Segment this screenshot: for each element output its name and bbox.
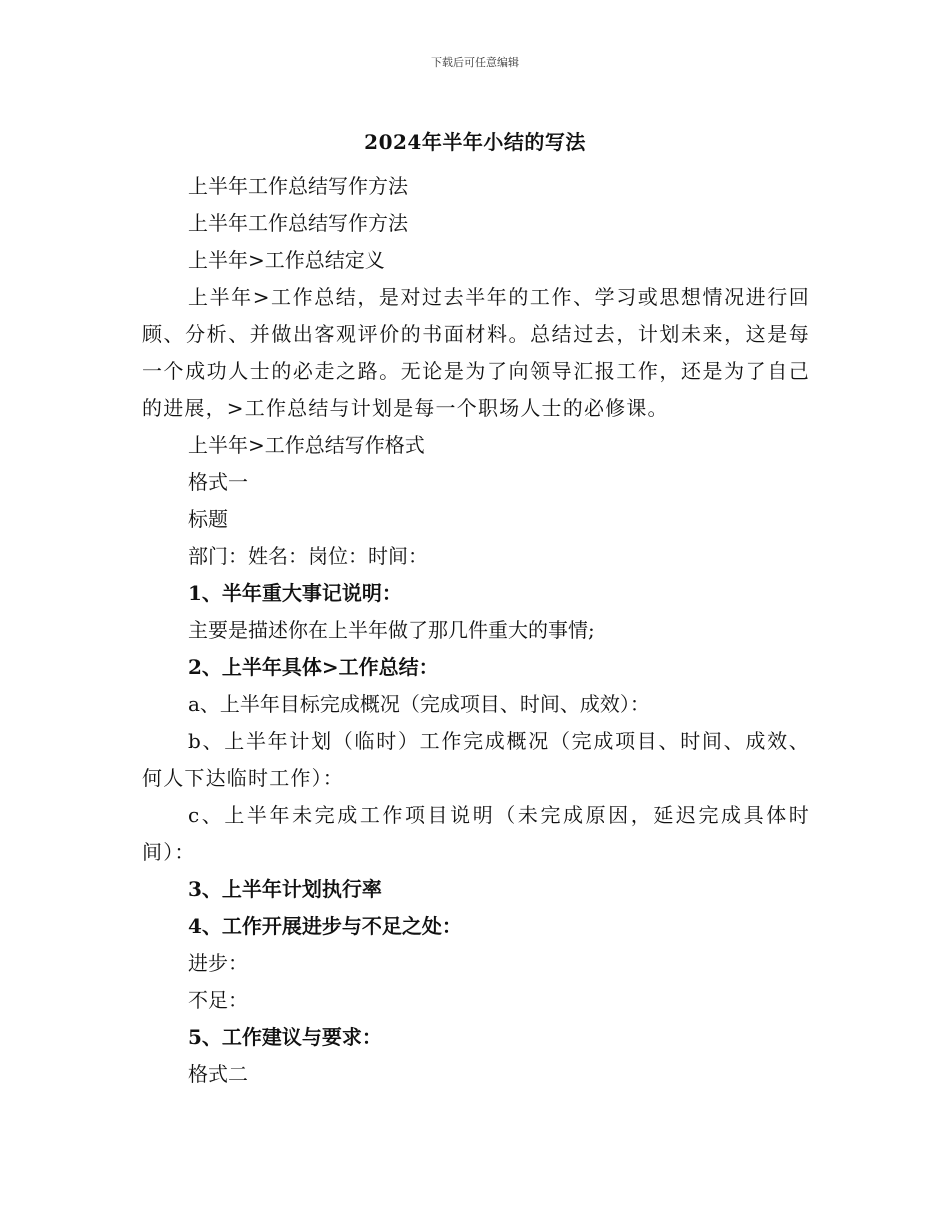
section-4-shortcomings: 不足： <box>188 988 248 1012</box>
line-definition-paragraph: 上半年>工作总结，是对过去半年的工作、学习或思想情况进行回顾、分析、并做出客观评价的书面材料。总结过去，计划未来，这是每一个成功人士的必走之路。无论是为了向领导汇报工作，还是为了自己的进展，>工作总结与计划是每一个职场人士的必修课。 <box>142 285 810 420</box>
section-1-heading: 1、半年重大事记说明： <box>188 581 402 605</box>
header-note: 下载后可任意编辑 <box>431 56 519 69</box>
section-3-heading: 3、上半年计划执行率 <box>188 877 382 901</box>
line-format-two: 格式二 <box>188 1062 248 1086</box>
section-2-item-c: c、上半年未完成工作项目说明（未完成原因，延迟完成具体时间）： <box>142 803 810 864</box>
line-title-label: 标题 <box>188 507 228 531</box>
section-2-item-a: a、上半年目标完成概况（完成项目、时间、成效）： <box>188 692 650 716</box>
section-2-heading: 2、上半年具体>工作总结： <box>188 655 439 679</box>
section-4-heading: 4、工作开展进步与不足之处： <box>188 914 462 938</box>
section-4-progress: 进步： <box>188 951 248 975</box>
line-method-heading-2: 上半年工作总结写作方法 <box>188 211 408 235</box>
section-1-text: 主要是描述你在上半年做了那几件重大的事情; <box>188 618 595 642</box>
section-2-item-b: b、上半年计划（临时）工作完成概况（完成项目、时间、成效、何人下达临时工作）： <box>142 729 810 790</box>
document-title: 2024年半年小结的写法 <box>364 130 586 154</box>
line-method-heading-1: 上半年工作总结写作方法 <box>188 174 408 198</box>
line-format-heading: 上半年>工作总结写作格式 <box>188 433 425 457</box>
line-info-fields: 部门：姓名：岗位：时间： <box>188 544 428 568</box>
line-definition-heading: 上半年>工作总结定义 <box>188 248 385 272</box>
line-format-one: 格式一 <box>188 470 248 494</box>
document-body <box>142 168 810 1093</box>
section-5-heading: 5、工作建议与要求： <box>188 1025 382 1049</box>
